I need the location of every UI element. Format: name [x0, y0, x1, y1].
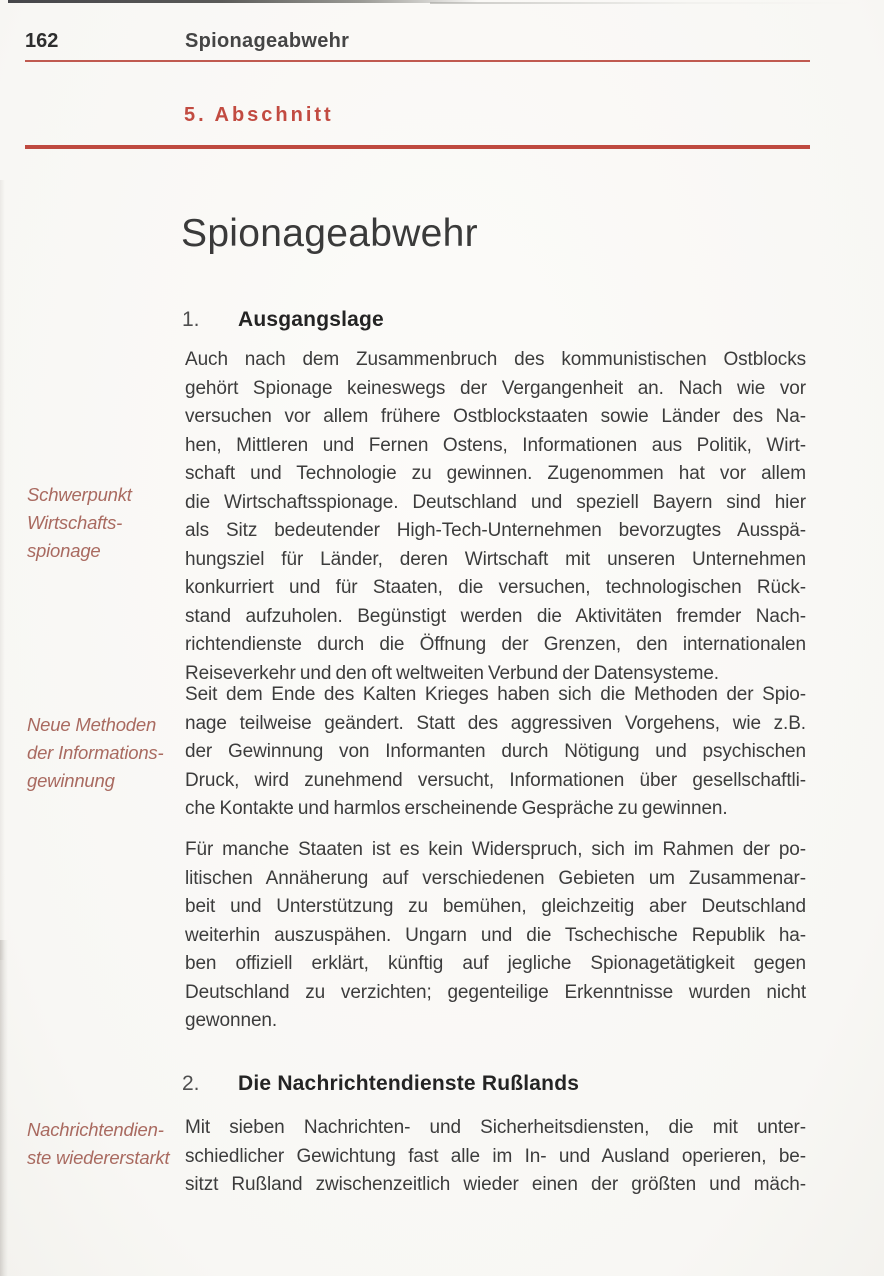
text-line: versuchen vor allem frühere Ostblockstaaten sowie Länder des Na-: [185, 406, 806, 427]
text-line: gewinnung: [27, 770, 115, 791]
text-line: che Kontakte und harmlos erscheinende Gespräche zu gewinnen.: [185, 798, 728, 819]
text-line: schaft und Technologie zu gewinnen. Zugenommen hat vor allem: [185, 463, 806, 484]
section-heading-text: Ausgangslage: [238, 308, 384, 331]
text-line: gewonnen.: [185, 1010, 278, 1031]
text-line: der Informations-: [27, 742, 164, 763]
text-line: weiterhin auszuspähen. Ungarn und die Tschechische Republik ha-: [185, 924, 806, 946]
text-line: ben offiziell erklärt, künftig auf jegliche Spionagetätigkeit gegen: [185, 953, 806, 974]
text-line: beit und Unterstützung zu bemühen, gleichzeitig aber Deutschland: [185, 896, 806, 917]
section-label: 5. Abschnitt: [184, 104, 334, 126]
text-line: hen, Mittleren und Fernen Ostens, Informationen aus Politik, Wirt-: [185, 434, 806, 456]
text-line: Seit dem Ende des Kalten Krieges haben sich die Methoden der Spio-: [185, 684, 806, 705]
text-line: sitzt Rußland zwischenzeitlich wieder einen der größten und mäch-: [185, 1174, 806, 1195]
text-line: Neue Methoden: [27, 714, 157, 735]
text-line: konkurriert und für Staaten, die versuchen, technologischen Rück-: [185, 577, 806, 598]
section-number: 2.: [182, 1072, 200, 1095]
section-heading-2: [182, 1072, 579, 1096]
margin-note: [27, 481, 177, 565]
header-rule: [25, 60, 810, 62]
text-line: Wirtschafts-: [27, 512, 123, 533]
text-line: ste wiedererstarkt: [27, 1147, 170, 1168]
page-number: 162: [25, 30, 59, 52]
section-heading-text: Die Nachrichtendienste Rußlands: [238, 1072, 580, 1095]
running-header: Spionageabwehr: [185, 30, 350, 52]
text-line: die Wirtschaftsspionage. Deutschland und speziell Bayern sind hier: [185, 491, 806, 513]
text-line: Auch nach dem Zusammenbruch des kommunistischen Ostblocks: [185, 349, 806, 370]
text-line: Nachrichtendien-: [27, 1119, 164, 1140]
chapter-title: Spionageabwehr: [181, 212, 478, 255]
text-line: nage teilweise geändert. Statt des aggressiven Vorgehens, wie z.B.: [185, 712, 806, 734]
text-line: richtendienste durch die Öffnung der Grenzen, den internationalen: [185, 634, 806, 655]
body-paragraph: [185, 836, 806, 1036]
text-line: litischen Annäherung auf verschiedenen Gebieten um Zusammenar-: [185, 867, 806, 889]
text-line: Deutschland zu verzichten; gegenteilige Erkenntnisse wurden nicht: [185, 981, 806, 1003]
scan-artifact-top-line: [8, 0, 478, 3]
text-line: als Sitz bedeutender High-Tech-Unternehmen bevorzugtes Ausspä-: [185, 520, 806, 541]
text-line: stand aufzuholen. Begünstigt werden die Aktivitäten fremder Nach-: [185, 605, 806, 627]
section-number: 1.: [182, 308, 200, 331]
text-line: der Gewinnung von Informanten durch Nötigung und psychischen: [185, 741, 806, 762]
text-line: Mit sieben Nachrichten- und Sicherheitsdiensten, die mit unter-: [185, 1117, 806, 1138]
scan-artifact-left-edge-faint: [0, 180, 5, 960]
body-paragraph: [185, 681, 806, 824]
body-paragraph: [185, 1114, 806, 1200]
scan-artifact-top-line-faint: [430, 2, 860, 4]
text-line: Für manche Staaten ist es kein Widerspruch, sich im Rahmen der po-: [185, 839, 806, 860]
text-line: hungsziel für Länder, deren Wirtschaft mit unseren Unternehmen: [185, 548, 806, 570]
scan-artifact-left-edge: [0, 940, 8, 1276]
section-divider-rule: [25, 145, 810, 149]
margin-note: [27, 711, 177, 795]
text-line: schiedlicher Gewichtung fast alle im In- und Ausland operieren, be-: [185, 1145, 806, 1167]
text-line: spionage: [27, 540, 101, 561]
text-line: Druck, wird zunehmend versucht, Informationen über gesellschaftli-: [185, 769, 806, 791]
text-line: gehört Spionage keineswegs der Vergangenheit an. Nach wie vor: [185, 377, 806, 399]
section-heading-1: [182, 308, 384, 332]
text-line: Schwerpunkt: [27, 484, 132, 505]
margin-note: [27, 1116, 177, 1172]
body-paragraph: [185, 346, 806, 688]
text-line: Reiseverkehr und den oft weltweiten Verbund der Datensysteme.: [185, 662, 719, 684]
